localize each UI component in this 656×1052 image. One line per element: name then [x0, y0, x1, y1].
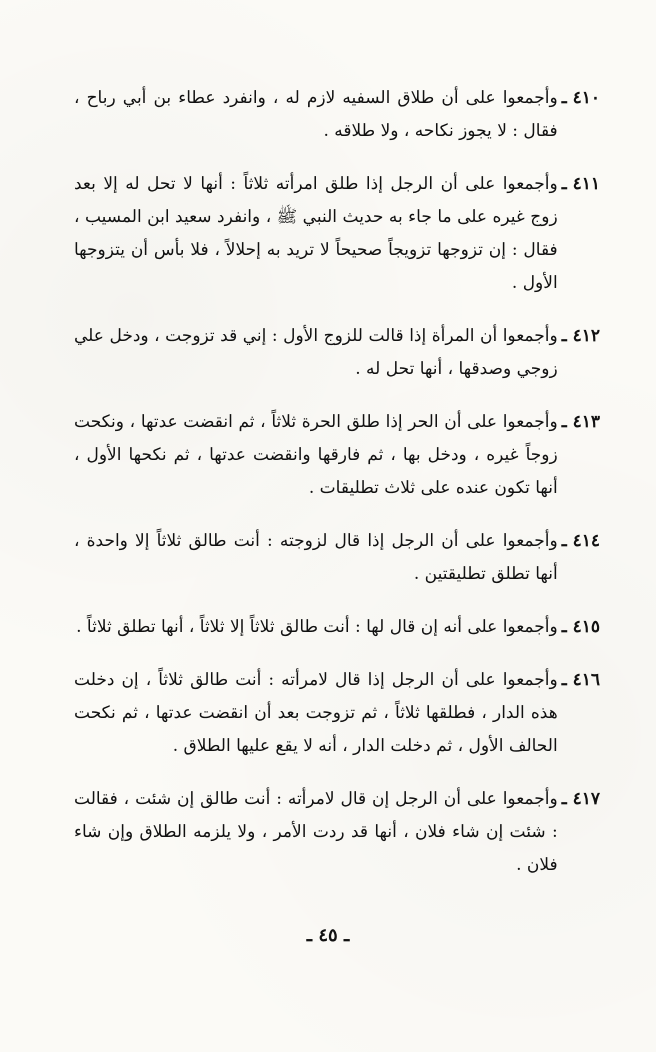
entry-text: وأجمعوا على أن الرجل إذا قال لامرأته : أنت طالق ثلاثاً ، إن دخلت هذه الدار ، فطلقها ثلاثاً ، ثم تزوجت بعد أن انقضت عدتها ، ثم نكحت الحالف الأول ، ثم دخلت الدار ، أنه لا يقع عليها الطلاق . — [74, 670, 558, 756]
entry-number: ٤١١ ـ — [561, 174, 600, 194]
entry-number: ٤١٢ ـ — [561, 326, 600, 346]
entry-417 — [74, 783, 600, 882]
entry-text: وأجمعوا على أن طلاق السفيه لازم له ، وانفرد عطاء بن أبي رباح ، فقال : لا يجوز نكاحه ، ولا طلاقه . — [74, 88, 558, 141]
entry-number: ٤١٥ ـ — [561, 617, 600, 637]
entry-text: وأجمعوا على أن الرجل إذا قال لزوجته : أنت طالق ثلاثاً إلا واحدة ، أنها تطلق تطليقتين . — [74, 531, 558, 584]
entry-text: وأجمعوا أن المرأة إذا قالت للزوج الأول : إني قد تزوجت ، ودخل علي زوجي وصدقها ، أنها تحل له . — [74, 326, 558, 379]
entry-text: وأجمعوا على أن الرجل إذا طلق امرأته ثلاثاً : أنها لا تحل له إلا بعد زوج غيره على ما جاء به حديث النبي ﷺ ، وانفرد سعيد ابن المسيب ، فقال : إن تزوجها تزويجاً صحيحاً لا تريد به إحلالاً ، فلا بأس أن يتزوجها الأول . — [74, 174, 558, 293]
entries-list — [74, 82, 600, 902]
entry-412 — [74, 320, 600, 386]
entry-411 — [74, 168, 600, 300]
entry-414 — [74, 525, 600, 591]
entry-number: ٤١٦ ـ — [561, 670, 600, 690]
entry-415 — [74, 611, 600, 644]
entry-413 — [74, 406, 600, 505]
entry-number: ٤١٧ ـ — [561, 789, 600, 809]
entry-text: وأجمعوا على أنه إن قال لها : أنت طالق ثلاثاً إلا ثلاثاً ، أنها تطلق ثلاثاً . — [76, 617, 558, 637]
entry-text: وأجمعوا على أن الحر إذا طلق الحرة ثلاثاً ، ثم انقضت عدتها ، ونكحت زوجاً غيره ، ودخل بها ، ثم فارقها وانقضت عدتها ، ثم نكحها الأول ، أنها تكون عنده على ثلاث تطليقات . — [74, 412, 558, 498]
entry-text: وأجمعوا على أن الرجل إن قال لامرأته : أنت طالق إن شئت ، فقالت : شئت إن شاء فلان ، أنها قد ردت الأمر ، ولا يلزمه الطلاق وإن شاء فلان . — [74, 789, 558, 875]
entry-number: ٤١٣ ـ — [561, 412, 600, 432]
entry-number: ٤١٤ ـ — [561, 531, 600, 551]
entry-number: ٤١٠ ـ — [561, 88, 600, 108]
entry-410 — [74, 82, 600, 148]
entry-416 — [74, 664, 600, 763]
page-number: ـ ٤٥ ـ — [306, 925, 350, 946]
